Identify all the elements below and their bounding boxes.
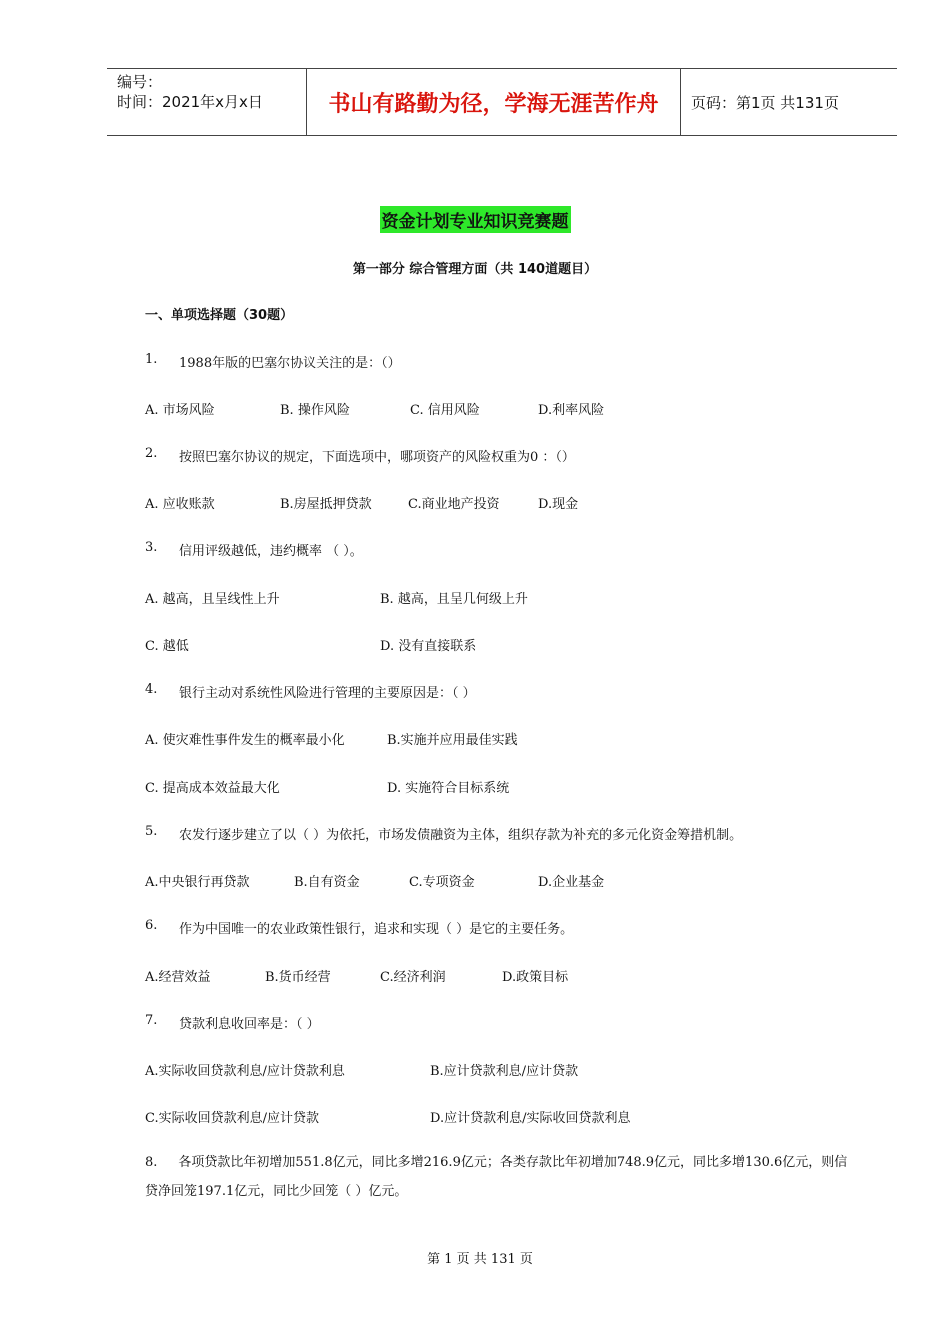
question-number: 8. (145, 1155, 158, 1170)
option-a: A. 越高，且呈线性上升 (145, 592, 280, 607)
date-label: 时间：2021年x月x日 (117, 93, 263, 111)
option-a: A.实际收回贷款利息/应计贷款利息 (145, 1064, 345, 1079)
option-d: D.利率风险 (538, 403, 605, 418)
option-b: B.实施并应用最佳实践 (387, 733, 518, 748)
question-7 (145, 1013, 320, 1032)
option-c: C.经济利润 (380, 970, 446, 985)
question-number: 2. (145, 446, 158, 461)
option-a: A. 应收账款 (145, 497, 215, 512)
option-b: B.房屋抵押贷款 (280, 497, 372, 512)
question-8 (145, 1148, 855, 1206)
question-2 (145, 446, 575, 465)
question-text: 1988年版的巴塞尔协议关注的是：（） (179, 356, 401, 371)
option-b: B. 操作风险 (280, 403, 350, 418)
option-a: A. 市场风险 (145, 403, 215, 418)
question-4 (145, 682, 476, 701)
option-c: C.专项资金 (409, 875, 475, 890)
question-number: 3. (145, 540, 158, 555)
option-c: C. 信用风险 (410, 403, 480, 418)
question-text: 各项贷款比年初增加551.8亿元，同比多增216.9亿元；各类存款比年初增加748.9亿元，同比多增130.6亿元，则信贷净回笼197.1亿元，同比少回笼（ ）亿元。 (145, 1155, 848, 1199)
page-header (107, 68, 897, 136)
question-3 (145, 540, 363, 559)
question-text: 作为中国唯一的农业政策性银行，追求和实现（ ）是它的主要任务。 (179, 922, 574, 937)
option-d: D.企业基金 (538, 875, 605, 890)
question-text: 信用评级越低，违约概率 （ ）。 (179, 544, 363, 559)
option-d: D.应计贷款利息/实际收回贷款利息 (430, 1111, 631, 1126)
option-c: C.实际收回贷款利息/应计贷款 (145, 1111, 319, 1126)
question-1 (145, 352, 401, 371)
option-a: A.中央银行再贷款 (145, 875, 250, 890)
question-text: 贷款利息收回率是：（ ） (179, 1017, 320, 1032)
option-d: D.现金 (538, 497, 579, 512)
option-b: B. 越高，且呈几何级上升 (380, 592, 528, 607)
question-number: 1. (145, 352, 158, 367)
part-heading: 第一部分 综合管理方面（共 140道题目） (352, 262, 598, 277)
header-page-label: 页码：第1页 共131页 (691, 93, 839, 112)
option-c: C.商业地产投资 (408, 497, 500, 512)
option-a: A. 使灾难性事件发生的概率最小化 (145, 733, 345, 748)
question-5 (145, 824, 743, 843)
question-number: 7. (145, 1013, 158, 1028)
header-motto: 书山有路勤为径，学海无涯苦作舟 (307, 69, 681, 135)
option-d: D. 没有直接联系 (380, 639, 477, 654)
page-footer: 第 1 页 共 131 页 (427, 1252, 533, 1267)
option-a: A.经营效益 (145, 970, 211, 985)
question-6 (145, 918, 574, 937)
header-meta (107, 69, 307, 135)
option-b: B.自有资金 (294, 875, 360, 890)
question-number: 5. (145, 824, 158, 839)
option-b: B.货币经营 (265, 970, 331, 985)
option-c: C. 越低 (145, 639, 189, 654)
option-d: D.政策目标 (502, 970, 569, 985)
section-heading: 一、单项选择题（30题） (145, 308, 294, 323)
number-label: 编号： (117, 73, 163, 91)
option-c: C. 提高成本效益最大化 (145, 781, 280, 796)
question-text: 银行主动对系统性风险进行管理的主要原因是：（ ） (179, 686, 476, 701)
option-d: D. 实施符合目标系统 (387, 781, 510, 796)
option-b: B.应计贷款利息/应计贷款 (430, 1064, 579, 1079)
question-text: 按照巴塞尔协议的规定，下面选项中，哪项资产的风险权重为0 ：（） (179, 450, 575, 465)
question-number: 6. (145, 918, 158, 933)
question-text: 农发行逐步建立了以（ ）为依托，市场发债融资为主体，组织存款为补充的多元化资金筹措机制。 (179, 828, 743, 843)
document-title: 资金计划专业知识竞赛题 (380, 206, 571, 233)
question-number: 4. (145, 682, 158, 697)
